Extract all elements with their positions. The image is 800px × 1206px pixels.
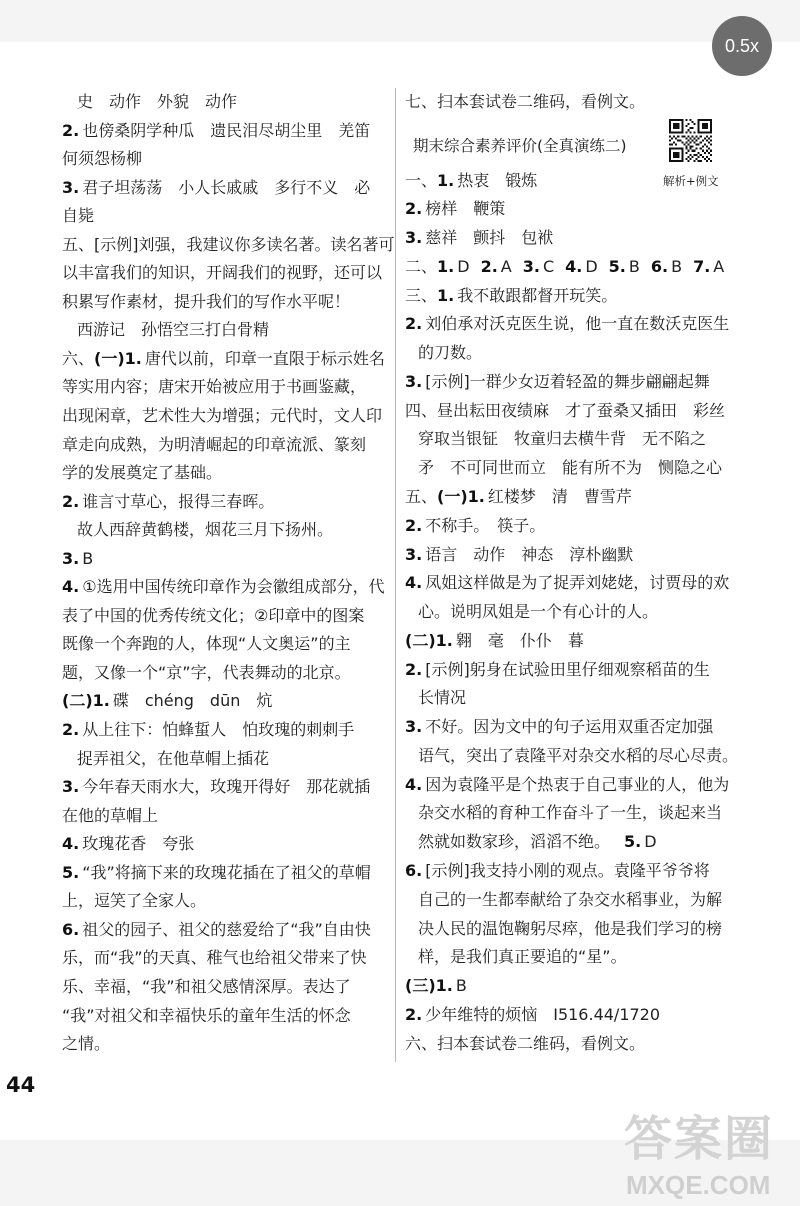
watermark-site: MXQE.COM: [626, 1170, 771, 1200]
answer-text: 凤姐这样做是为了捉弄刘姥姥，讨贾母的欢: [425, 573, 730, 593]
item-number: 3.: [62, 777, 80, 797]
answer-line: [62, 174, 392, 203]
answer-line: [62, 1002, 392, 1031]
item-number: 2.: [405, 659, 423, 679]
answer-line: [62, 88, 392, 117]
answer-line: [62, 659, 392, 688]
answer-text: 扫本套试卷二维码，看例文。: [437, 1033, 646, 1053]
answer-text: [示例]我支持小刚的观点。袁隆平爷爷将: [425, 860, 710, 880]
answer-line: [62, 687, 392, 716]
choice-answer: [437, 253, 470, 282]
item-number: 2.: [405, 1004, 423, 1024]
column-divider: [395, 88, 396, 1062]
item-number: 1.: [437, 285, 455, 305]
answer-text: 出现闲章，艺术性大为增强；元代时，文人印: [62, 406, 383, 426]
answer-text: 也傍桑阴学种瓜 遗民泪尽胡尘里 羌笛: [82, 120, 371, 140]
answer-line: [405, 799, 745, 828]
answer-line: [62, 316, 392, 345]
answer-text: “我”将摘下来的玫瑰花插在了祖父的草帽: [82, 862, 371, 882]
section-marker: 一、: [405, 170, 438, 190]
answer-line: [405, 627, 745, 656]
answer-text: 杂交水稻的育种工作奋斗了一生，谈起来当: [418, 803, 723, 823]
section-marker: 二、: [405, 256, 438, 276]
answer-line: [405, 1030, 745, 1059]
answer-line: [62, 745, 392, 774]
section-marker: 六、: [62, 348, 95, 368]
answer-text: 谁言寸草心，报得三春晖。: [82, 491, 275, 511]
answer-line: [405, 310, 745, 339]
item-number: 2.: [62, 491, 80, 511]
answer-text: 史 动作 外貌 动作: [77, 92, 238, 111]
item-number: 5.: [624, 832, 642, 852]
answer-line: [405, 167, 745, 196]
answer-text: 语言 动作 神态 淳朴幽默: [425, 544, 634, 564]
answer-line: [405, 339, 745, 368]
section-marker: 六、: [405, 1033, 438, 1053]
item-number: 6.: [405, 860, 423, 880]
answer-text: 刘伯承对沃克医生说，他一直在数沃克医生: [425, 314, 730, 334]
answer-text: B: [671, 256, 683, 276]
answer-text: 乐，而“我”的天真、稚气也给祖父带来了快: [62, 948, 367, 968]
item-number: 3.: [522, 256, 540, 276]
answer-text: 以丰富我们的知识，开阔我们的视野，还可以: [62, 263, 383, 283]
answer-line: [62, 973, 392, 1002]
section-marker: 五、: [62, 234, 95, 254]
answer-line: [405, 425, 745, 454]
answer-text: 样，是我们真正要追的“星”。: [418, 947, 627, 967]
answer-text: 题，又像一个“京”字，代表舞动的北京。: [62, 662, 351, 682]
answer-text: 章走向成熟，为明清崛起的印章流派、篆刻: [62, 434, 367, 454]
left-column: [62, 88, 395, 1059]
item-number: 6.: [650, 256, 669, 276]
choice-answer: [523, 253, 554, 282]
answer-text: 语气，突出了袁隆平对杂交水稻的尽心尽责。: [418, 745, 739, 765]
answer-text: D: [457, 256, 470, 276]
item-number: (二)1.: [62, 691, 110, 711]
exam-title: 期末综合素养评价(全真演练二): [413, 137, 627, 155]
answer-line: [405, 771, 745, 800]
answer-line: [62, 459, 392, 488]
answer-line: [405, 195, 745, 224]
answer-line: [405, 972, 745, 1001]
answer-text: 捉弄祖父，在他草帽上插花: [77, 748, 270, 768]
answer-text: 既像一个奔跑的人，体现“人文奥运”的主: [62, 634, 351, 654]
answer-text: [示例]刘强，我建议你多读名著。读名著可: [94, 234, 395, 254]
item-number: 4.: [405, 573, 423, 593]
answer-text: 决人民的温饱鞠躬尽瘁，他是我们学习的榜: [418, 918, 723, 938]
answer-text: D: [585, 256, 598, 276]
answer-line: [62, 288, 392, 317]
answer-line: [62, 830, 392, 859]
answer-text: 昼出耘田夜绩麻 才了蚕桑又插田 彩丝: [437, 400, 726, 420]
answer-text: [示例]一群少女迈着轻盈的舞步翩翩起舞: [425, 371, 710, 391]
answer-line: [405, 368, 745, 397]
section-marker: 五、: [405, 487, 438, 507]
watermark-logo: 答案圈: [624, 1111, 775, 1167]
choice-answer: [693, 253, 724, 282]
item-number: 6.: [62, 919, 80, 939]
answer-text: 红楼梦 清 曹雪芹: [487, 487, 632, 507]
right-column-header: [405, 88, 745, 117]
item-number: 2.: [62, 720, 80, 740]
answer-line: [405, 397, 745, 426]
item-number: 3.: [405, 371, 423, 391]
answer-line: [62, 1030, 392, 1059]
answer-text: A: [713, 256, 725, 276]
answer-line: [62, 630, 392, 659]
answer-line: [405, 828, 745, 857]
answer-text: D: [644, 832, 657, 852]
answer-text: “我”对祖父和幸福快乐的童年生活的怀念: [62, 1005, 351, 1025]
answer-text: 碟 chéng dūn 炕: [112, 691, 273, 711]
item-number: 4.: [62, 834, 80, 854]
item-number: 7.: [693, 256, 711, 276]
answer-text: 穿取当银钲 牧童归去横牛背 无不陷之: [418, 429, 707, 449]
item-number: 1.: [437, 256, 455, 276]
answer-line: [62, 573, 392, 602]
item-number: 4.: [62, 577, 80, 597]
zoom-level-button[interactable]: 0.5x: [712, 16, 772, 76]
item-number: 2.: [62, 120, 80, 140]
answer-text: 今年春天雨水大，玫瑰开得好 那花就插: [82, 777, 371, 797]
answer-text: 唐代以前，印章一直限于标示姓名: [144, 348, 385, 368]
answer-text: 不好。因为文中的句子运用双重否定加强: [425, 717, 714, 737]
answer-text: 何须怨杨柳: [62, 149, 143, 169]
answer-text: 矛 不可同世而立 能有所不为 恻隐之心: [418, 458, 723, 478]
answer-line: [62, 431, 392, 460]
answer-text: 从上往下：怕蜂蜇人 怕玫瑰的刺刺手: [82, 720, 355, 740]
answer-text: 慈祥 颤抖 包袱: [425, 228, 554, 248]
answer-text: 少年维特的烦恼 I516.44/1720: [425, 1004, 661, 1024]
answer-line: [62, 259, 392, 288]
answer-text: 故人西辞黄鹤楼，烟花三月下扬州。: [77, 520, 334, 540]
answer-text: 等实用内容；唐宋开始被应用于书画鉴藏，: [62, 377, 367, 397]
answer-text: A: [500, 256, 512, 276]
item-number: 3.: [405, 228, 423, 248]
answer-text: 学的发展奠定了基础。: [62, 463, 223, 483]
item-number: 5.: [608, 256, 626, 276]
answer-line: [405, 512, 745, 541]
section-marker: 三、: [405, 285, 438, 305]
answer-text: 上，逗笑了全家人。: [62, 891, 207, 911]
choice-answer: [651, 253, 682, 282]
answer-line: [62, 602, 392, 631]
item-number: (三)1.: [405, 976, 453, 996]
answer-line: [62, 716, 392, 745]
answer-text: 七、扫本套试卷二维码，看例文。: [405, 92, 646, 111]
section-marker: 四、: [405, 400, 438, 420]
answer-line: [62, 345, 392, 374]
answer-text: 热衷 锻炼: [457, 170, 538, 190]
answer-line: [62, 916, 392, 945]
choice-answer: [481, 253, 512, 282]
item-number: 2.: [405, 515, 423, 535]
item-number: (二)1.: [405, 630, 453, 650]
answer-line: [62, 145, 392, 174]
answer-line: [405, 282, 745, 311]
answer-text: 翱 毫 仆仆 暮: [455, 630, 584, 650]
answer-line: [405, 713, 745, 742]
answer-text: 之情。: [62, 1034, 111, 1054]
answer-line: [405, 569, 745, 598]
answer-text: 乐、幸福，“我”和祖父感情深厚。表达了: [62, 976, 351, 996]
answer-text: 我不敢跟都督开玩笑。: [457, 285, 618, 305]
answer-line: [62, 373, 392, 402]
answer-line: [405, 88, 745, 117]
item-number: 4.: [565, 256, 583, 276]
answer-line: [62, 488, 392, 517]
answer-text: B: [628, 256, 640, 276]
answer-text: 榜样 鞭策: [425, 199, 506, 219]
answer-line-choices: [405, 253, 745, 282]
item-number: 3.: [405, 544, 423, 564]
answer-text: 自毙: [62, 206, 95, 226]
answer-line: [405, 656, 745, 685]
answer-text: 君子坦荡荡 小人长戚戚 多行不义 必: [82, 177, 371, 197]
answer-text: B: [455, 976, 467, 996]
item-number: 4.: [405, 774, 423, 794]
item-number: 5.: [62, 862, 80, 882]
answer-text: 心。说明凤姐是一个有心计的人。: [418, 602, 659, 622]
answer-line: [62, 802, 392, 831]
answer-text: 玫瑰花香 夸张: [82, 834, 195, 854]
answer-line: [62, 231, 395, 260]
item-number: 3.: [405, 717, 423, 737]
answer-line: [405, 943, 745, 972]
right-column: [405, 167, 745, 1059]
answer-text: 然就如数家珍，滔滔不绝。: [418, 832, 611, 852]
item-number: 2.: [405, 199, 423, 219]
qr-code-icon[interactable]: [668, 118, 713, 163]
item-number: 2.: [405, 314, 423, 334]
item-number: 2.: [480, 256, 498, 276]
answer-text: 长情况: [418, 688, 467, 708]
answer-text: [示例]躬身在试验田里仔细观察稻苗的生: [425, 659, 710, 679]
answer-line: [405, 224, 745, 253]
answer-line: [405, 857, 745, 886]
answer-text: 自己的一生都奉献给了杂交水稻事业，为解: [418, 889, 723, 909]
answer-text: C: [542, 256, 555, 276]
answer-text: 西游记 孙悟空三打白骨精: [77, 320, 270, 340]
answer-line: [62, 944, 392, 973]
answer-text: ①选用中国传统印章作为会徽组成部分，代: [82, 577, 385, 597]
answer-text: 积累写作素材，提升我们的写作水平呢！: [62, 291, 351, 311]
answer-text: 在他的草帽上: [62, 805, 159, 825]
answer-line: [62, 887, 392, 916]
answer-text: 祖父的园子、祖父的慈爱给了“我”自由快: [82, 919, 371, 939]
answer-text: 因为袁隆平是个热衷于自己事业的人，他为: [425, 774, 730, 794]
answer-line: [62, 859, 392, 888]
answer-line: [62, 202, 392, 231]
page-number: 44: [6, 1073, 36, 1097]
answer-line: [405, 1001, 745, 1030]
item-number: (一)1.: [437, 487, 485, 507]
item-number: 3.: [62, 548, 80, 568]
answer-line: [405, 454, 745, 483]
answer-line: [405, 742, 745, 771]
answer-line: [405, 684, 745, 713]
answer-text: 的刀数。: [418, 343, 483, 363]
choice-answer: [565, 253, 598, 282]
answer-line: [62, 402, 392, 431]
item-number: 1.: [437, 170, 455, 190]
answer-text: 不称手。 筷子。: [425, 515, 546, 535]
answer-text: 表了中国的优秀传统文化；②印章中的图案: [62, 605, 365, 625]
answer-text: B: [82, 548, 94, 568]
answer-line: [62, 516, 392, 545]
answer-line: [62, 117, 392, 146]
answer-line: [405, 483, 745, 512]
answer-line: [405, 541, 745, 570]
choice-answer: [609, 253, 640, 282]
item-number: 3.: [62, 177, 80, 197]
answer-line: [405, 915, 745, 944]
answer-line: [405, 598, 745, 627]
answer-line: [405, 886, 745, 915]
item-number: (一)1.: [94, 348, 142, 368]
answer-line: [62, 773, 392, 802]
qr-caption: 解析+例文: [663, 174, 719, 188]
answer-line: [62, 545, 392, 574]
